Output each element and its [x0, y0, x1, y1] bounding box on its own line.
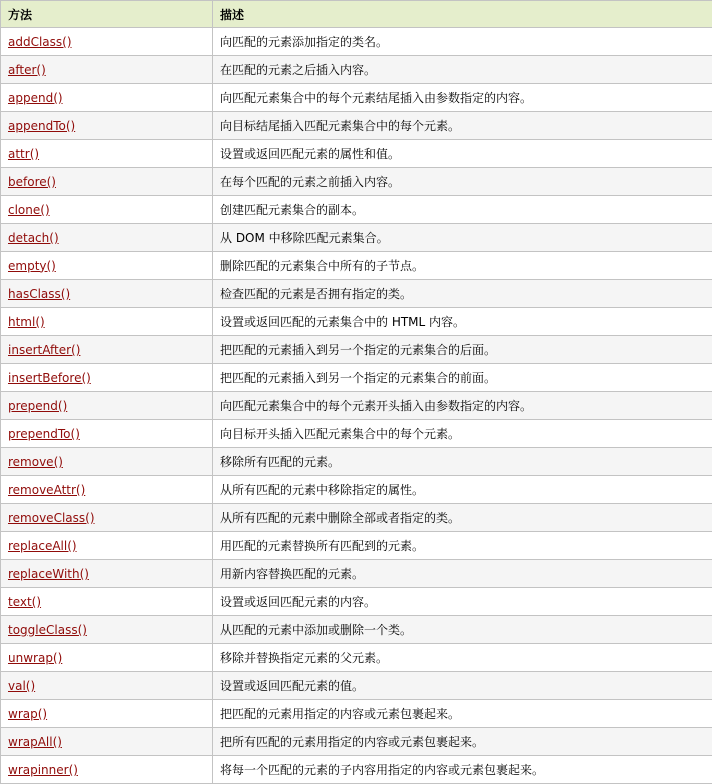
table-row [1, 756, 712, 784]
description-cell: 在每个匹配的元素之前插入内容。 [213, 168, 712, 196]
description-cell: 把匹配的元素用指定的内容或元素包裹起来。 [213, 700, 712, 728]
method-cell [1, 644, 213, 672]
description-cell: 从匹配的元素中添加或删除一个类。 [213, 616, 712, 644]
method-link[interactable]: prepend() [8, 398, 68, 413]
table-row [1, 700, 712, 728]
method-cell [1, 700, 213, 728]
method-link[interactable]: detach() [8, 230, 59, 245]
method-link[interactable]: text() [8, 594, 42, 609]
description-cell: 把匹配的元素插入到另一个指定的元素集合的前面。 [213, 364, 712, 392]
method-cell [1, 476, 213, 504]
description-cell: 向匹配元素集合中的每个元素结尾插入由参数指定的内容。 [213, 84, 712, 112]
description-cell: 向匹配的元素添加指定的类名。 [213, 28, 712, 56]
method-link[interactable]: wrapinner() [8, 762, 78, 777]
method-cell [1, 112, 213, 140]
method-link[interactable]: removeAttr() [8, 482, 86, 497]
description-cell: 从所有匹配的元素中删除全部或者指定的类。 [213, 504, 712, 532]
header-method: 方法 [1, 1, 213, 28]
table-row [1, 280, 712, 308]
method-cell [1, 224, 213, 252]
description-cell: 把匹配的元素插入到另一个指定的元素集合的后面。 [213, 336, 712, 364]
table-row [1, 140, 712, 168]
method-link[interactable]: remove() [8, 454, 63, 469]
description-cell: 从 DOM 中移除匹配元素集合。 [213, 224, 712, 252]
description-cell: 设置或返回匹配元素的内容。 [213, 588, 712, 616]
method-link[interactable]: insertBefore() [8, 370, 91, 385]
table-row [1, 672, 712, 700]
method-link[interactable]: before() [8, 174, 56, 189]
table-row [1, 504, 712, 532]
description-cell: 从所有匹配的元素中移除指定的属性。 [213, 476, 712, 504]
method-cell [1, 364, 213, 392]
method-cell [1, 392, 213, 420]
method-cell [1, 756, 213, 784]
method-cell [1, 672, 213, 700]
table-row [1, 364, 712, 392]
description-cell: 将每一个匹配的元素的子内容用指定的内容或元素包裹起来。 [213, 756, 712, 784]
description-cell: 把所有匹配的元素用指定的内容或元素包裹起来。 [213, 728, 712, 756]
method-link[interactable]: wrapAll() [8, 734, 62, 749]
method-cell [1, 532, 213, 560]
table-row [1, 532, 712, 560]
table-row [1, 308, 712, 336]
method-link[interactable]: wrap() [8, 706, 48, 721]
table-row [1, 224, 712, 252]
method-link[interactable]: prependTo() [8, 426, 80, 441]
description-cell: 向匹配元素集合中的每个元素开头插入由参数指定的内容。 [213, 392, 712, 420]
table-row [1, 644, 712, 672]
table-row [1, 196, 712, 224]
header-description: 描述 [213, 1, 712, 28]
table-row [1, 112, 712, 140]
table-row [1, 616, 712, 644]
method-link[interactable]: hasClass() [8, 286, 71, 301]
description-cell: 在匹配的元素之后插入内容。 [213, 56, 712, 84]
description-cell: 向目标结尾插入匹配元素集合中的每个元素。 [213, 112, 712, 140]
description-cell: 移除并替换指定元素的父元素。 [213, 644, 712, 672]
method-link[interactable]: insertAfter() [8, 342, 81, 357]
method-cell [1, 56, 213, 84]
method-cell [1, 140, 213, 168]
description-cell: 设置或返回匹配的元素集合中的 HTML 内容。 [213, 308, 712, 336]
table-header-row [1, 1, 712, 28]
table-row [1, 28, 712, 56]
method-link[interactable]: attr() [8, 146, 40, 161]
table-row [1, 448, 712, 476]
method-cell [1, 196, 213, 224]
table-row [1, 84, 712, 112]
description-cell: 删除匹配的元素集合中所有的子节点。 [213, 252, 712, 280]
method-link[interactable]: empty() [8, 258, 56, 273]
table-row [1, 336, 712, 364]
description-cell: 检查匹配的元素是否拥有指定的类。 [213, 280, 712, 308]
method-link[interactable]: replaceAll() [8, 538, 77, 553]
description-cell: 用新内容替换匹配的元素。 [213, 560, 712, 588]
description-cell: 用匹配的元素替换所有匹配到的元素。 [213, 532, 712, 560]
description-cell: 创建匹配元素集合的副本。 [213, 196, 712, 224]
method-cell [1, 616, 213, 644]
method-link[interactable]: html() [8, 314, 45, 329]
method-cell [1, 588, 213, 616]
table-row [1, 728, 712, 756]
table-row [1, 560, 712, 588]
table-row [1, 588, 712, 616]
method-cell [1, 168, 213, 196]
method-link[interactable]: clone() [8, 202, 50, 217]
method-link[interactable]: addClass() [8, 34, 72, 49]
table-row [1, 56, 712, 84]
method-cell [1, 336, 213, 364]
description-cell: 移除所有匹配的元素。 [213, 448, 712, 476]
method-link[interactable]: toggleClass() [8, 622, 87, 637]
method-cell [1, 504, 213, 532]
method-link[interactable]: removeClass() [8, 510, 95, 525]
description-cell: 设置或返回匹配元素的值。 [213, 672, 712, 700]
method-cell [1, 280, 213, 308]
method-link[interactable]: unwrap() [8, 650, 63, 665]
method-link[interactable]: append() [8, 90, 63, 105]
method-link[interactable]: appendTo() [8, 118, 76, 133]
method-cell [1, 448, 213, 476]
method-cell [1, 728, 213, 756]
table-row [1, 252, 712, 280]
method-link[interactable]: after() [8, 62, 46, 77]
description-cell: 设置或返回匹配元素的属性和值。 [213, 140, 712, 168]
table-row [1, 168, 712, 196]
method-link[interactable]: replaceWith() [8, 566, 89, 581]
table-row [1, 420, 712, 448]
description-cell: 向目标开头插入匹配元素集合中的每个元素。 [213, 420, 712, 448]
method-cell [1, 308, 213, 336]
method-cell [1, 560, 213, 588]
table-row [1, 476, 712, 504]
table-row [1, 392, 712, 420]
method-cell [1, 420, 213, 448]
method-link[interactable]: val() [8, 678, 36, 693]
method-cell [1, 28, 213, 56]
method-cell [1, 84, 213, 112]
method-cell [1, 252, 213, 280]
